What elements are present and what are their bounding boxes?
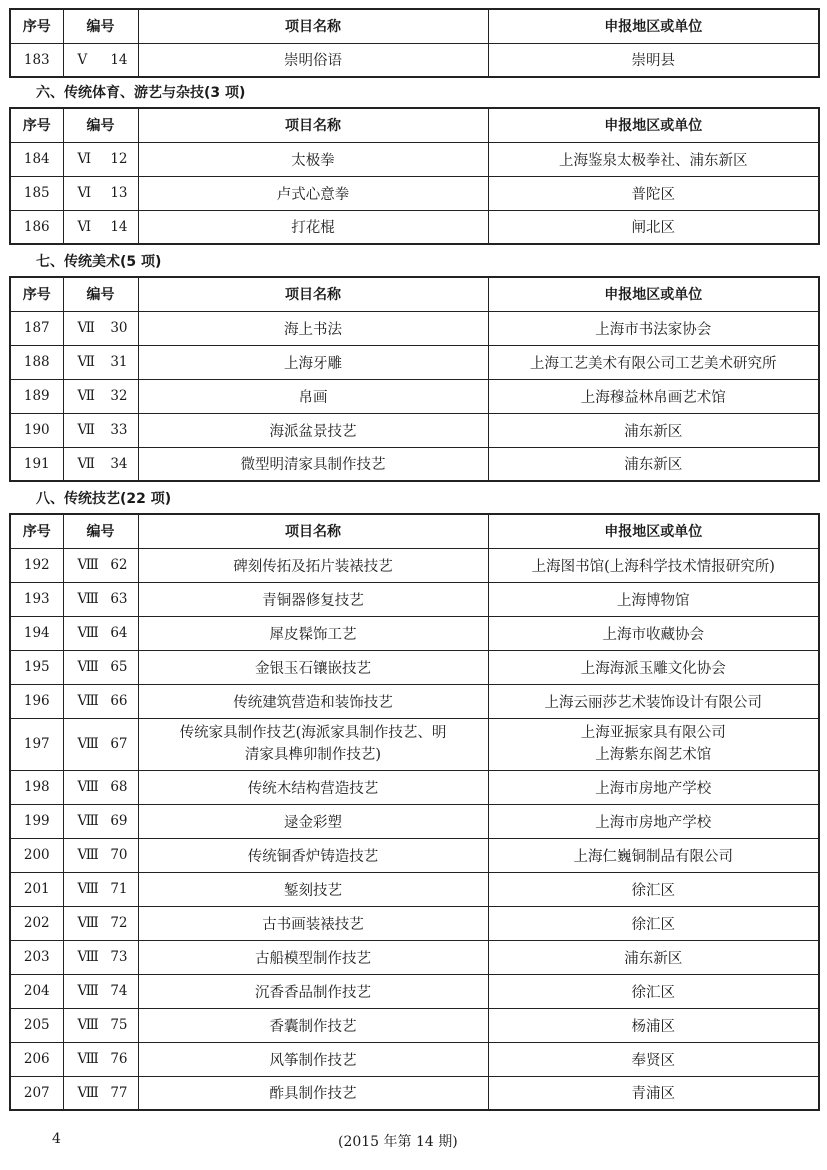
code-num: 71 <box>110 881 128 897</box>
header-seq: 序号 <box>10 9 63 43</box>
table-section-7 <box>9 276 820 482</box>
row-code <box>63 1076 138 1110</box>
table-row <box>10 176 819 210</box>
code-num: 14 <box>110 51 128 68</box>
section-heading-8: 八、传统技艺(22 项) <box>36 491 172 507</box>
row-unit: 上海海派玉雕文化协会 <box>488 650 819 684</box>
row-name: 崇明俗语 <box>138 43 488 77</box>
code-roman: Ⅵ <box>77 185 92 201</box>
code-num: 34 <box>110 455 128 472</box>
row-unit-text: 上海亚振家具有限公司 上海紫东阁艺术馆 <box>580 725 726 763</box>
header-unit: 申报地区或单位 <box>488 277 819 311</box>
row-name: 传统木结构营造技艺 <box>138 770 488 804</box>
row-unit <box>488 718 819 770</box>
code-num: 31 <box>110 354 128 370</box>
code-roman: Ⅶ <box>77 422 95 438</box>
header-name: 项目名称 <box>138 9 488 43</box>
row-code <box>63 142 138 176</box>
row-code <box>63 770 138 804</box>
table-row <box>10 872 819 906</box>
row-name: 沉香香品制作技艺 <box>138 974 488 1008</box>
row-code <box>63 906 138 940</box>
code-roman: Ⅷ <box>77 881 99 897</box>
row-name: 古书画装裱技艺 <box>138 906 488 940</box>
table-row <box>10 379 819 413</box>
table-row <box>10 43 819 77</box>
header-code: 编号 <box>63 108 138 142</box>
code-num: 32 <box>110 388 128 404</box>
code-roman: Ⅵ <box>77 151 92 167</box>
row-unit: 上海云丽莎艺术装饰设计有限公司 <box>488 684 819 718</box>
row-name: 风筝制作技艺 <box>138 1042 488 1076</box>
code-roman: Ⅶ <box>77 388 95 404</box>
row-code <box>63 582 138 616</box>
code-num: 76 <box>110 1051 128 1067</box>
row-code <box>63 345 138 379</box>
table-header <box>10 108 819 142</box>
row-seq: 190 <box>10 413 63 447</box>
code-roman: Ⅷ <box>77 591 99 607</box>
row-code <box>63 548 138 582</box>
code-roman: Ⅷ <box>77 949 99 965</box>
code-roman: Ⅷ <box>77 736 99 752</box>
row-name: 上海牙雕 <box>138 345 488 379</box>
row-code <box>63 176 138 210</box>
row-unit: 普陀区 <box>488 176 819 210</box>
row-name <box>138 718 488 770</box>
table-row <box>10 906 819 940</box>
code-roman: Ⅷ <box>77 847 99 863</box>
row-code <box>63 804 138 838</box>
row-code <box>63 684 138 718</box>
header-code: 编号 <box>63 277 138 311</box>
row-seq: 196 <box>10 684 63 718</box>
row-unit: 徐汇区 <box>488 974 819 1008</box>
row-name: 錾刻技艺 <box>138 872 488 906</box>
row-code <box>63 940 138 974</box>
row-seq: 207 <box>10 1076 63 1110</box>
row-seq: 206 <box>10 1042 63 1076</box>
table-row <box>10 210 819 244</box>
row-name: 海派盆景技艺 <box>138 413 488 447</box>
header-unit: 申报地区或单位 <box>488 514 819 548</box>
row-unit: 徐汇区 <box>488 872 819 906</box>
row-code <box>63 1042 138 1076</box>
issue-label: (2015 年第 14 期) <box>338 1134 458 1150</box>
row-name: 香囊制作技艺 <box>138 1008 488 1042</box>
table-row <box>10 838 819 872</box>
row-name: 青铜器修复技艺 <box>138 582 488 616</box>
row-seq: 192 <box>10 548 63 582</box>
code-roman: Ⅷ <box>77 813 99 829</box>
row-unit: 上海仁巍铜制品有限公司 <box>488 838 819 872</box>
row-seq: 199 <box>10 804 63 838</box>
row-seq: 197 <box>10 718 63 770</box>
table-row <box>10 548 819 582</box>
row-unit: 上海工艺美术有限公司工艺美术研究所 <box>488 345 819 379</box>
table-row <box>10 804 819 838</box>
code-num: 70 <box>110 847 128 863</box>
row-code <box>63 616 138 650</box>
code-roman: Ⅷ <box>77 915 99 931</box>
row-seq: 188 <box>10 345 63 379</box>
header-unit: 申报地区或单位 <box>488 108 819 142</box>
row-unit: 奉贤区 <box>488 1042 819 1076</box>
row-seq: 189 <box>10 379 63 413</box>
code-roman: Ⅶ <box>77 455 95 472</box>
row-name: 碑刻传拓及拓片装裱技艺 <box>138 548 488 582</box>
code-num: 73 <box>110 949 128 965</box>
row-unit: 浦东新区 <box>488 447 819 481</box>
table-header <box>10 514 819 548</box>
row-name: 传统建筑营造和装饰技艺 <box>138 684 488 718</box>
row-name: 酢具制作技艺 <box>138 1076 488 1110</box>
page-number: 4 <box>52 1131 61 1147</box>
code-num: 77 <box>110 1084 128 1101</box>
row-name: 海上书法 <box>138 311 488 345</box>
row-unit: 上海图书馆(上海科学技术情报研究所) <box>488 548 819 582</box>
row-code <box>63 838 138 872</box>
code-roman: Ⅴ <box>77 51 88 68</box>
code-roman: Ⅷ <box>77 779 99 795</box>
row-code <box>63 1008 138 1042</box>
row-seq: 193 <box>10 582 63 616</box>
row-unit: 浦东新区 <box>488 940 819 974</box>
row-code <box>63 43 138 77</box>
code-roman: Ⅷ <box>77 625 99 641</box>
table-row <box>10 345 819 379</box>
row-seq: 205 <box>10 1008 63 1042</box>
row-unit: 上海市房地产学校 <box>488 804 819 838</box>
table-row <box>10 770 819 804</box>
row-unit: 闸北区 <box>488 210 819 244</box>
row-unit: 崇明县 <box>488 43 819 77</box>
table-header <box>10 9 819 43</box>
code-roman: Ⅷ <box>77 1051 99 1067</box>
header-name: 项目名称 <box>138 277 488 311</box>
row-unit: 上海鉴泉太极拳社、浦东新区 <box>488 142 819 176</box>
table-section-6 <box>9 107 820 245</box>
row-code <box>63 650 138 684</box>
code-roman: Ⅷ <box>77 659 99 675</box>
row-name: 金银玉石镶嵌技艺 <box>138 650 488 684</box>
code-roman: Ⅵ <box>77 218 92 235</box>
row-name: 打花棍 <box>138 210 488 244</box>
row-seq: 185 <box>10 176 63 210</box>
row-seq: 204 <box>10 974 63 1008</box>
table-row <box>10 718 819 770</box>
row-name: 逯金彩塑 <box>138 804 488 838</box>
row-seq: 201 <box>10 872 63 906</box>
code-num: 30 <box>110 320 128 336</box>
code-roman: Ⅷ <box>77 983 99 999</box>
table-row <box>10 1076 819 1110</box>
header-code: 编号 <box>63 514 138 548</box>
code-num: 63 <box>110 591 128 607</box>
row-name-text: 传统家具制作技艺(海派家具制作技艺、明清家具榫卯制作技艺) <box>179 725 447 763</box>
code-num: 13 <box>110 185 128 201</box>
code-num: 33 <box>110 422 128 438</box>
row-unit: 上海市房地产学校 <box>488 770 819 804</box>
table-row <box>10 1008 819 1042</box>
table-row <box>10 650 819 684</box>
code-num: 66 <box>110 693 128 709</box>
code-num: 65 <box>110 659 128 675</box>
header-code: 编号 <box>63 9 138 43</box>
row-seq: 198 <box>10 770 63 804</box>
code-roman: Ⅷ <box>77 693 99 709</box>
row-name: 卢式心意拳 <box>138 176 488 210</box>
row-unit: 上海穆益林帛画艺术馆 <box>488 379 819 413</box>
table-header <box>10 277 819 311</box>
table-row <box>10 311 819 345</box>
header-name: 项目名称 <box>138 108 488 142</box>
section-heading-6: 六、传统体育、游艺与杂技(3 项) <box>36 85 246 101</box>
code-num: 14 <box>110 218 128 235</box>
row-seq: 203 <box>10 940 63 974</box>
row-name: 传统铜香炉铸造技艺 <box>138 838 488 872</box>
table-row <box>10 142 819 176</box>
row-seq: 183 <box>10 43 63 77</box>
row-name: 微型明清家具制作技艺 <box>138 447 488 481</box>
row-name: 犀皮髹饰工艺 <box>138 616 488 650</box>
table-row <box>10 974 819 1008</box>
row-unit: 浦东新区 <box>488 413 819 447</box>
code-roman: Ⅷ <box>77 1084 99 1101</box>
row-code <box>63 974 138 1008</box>
row-seq: 202 <box>10 906 63 940</box>
row-name: 古船模型制作技艺 <box>138 940 488 974</box>
code-roman: Ⅶ <box>77 320 95 336</box>
code-num: 67 <box>110 736 128 752</box>
header-seq: 序号 <box>10 277 63 311</box>
header-unit: 申报地区或单位 <box>488 9 819 43</box>
table-row <box>10 684 819 718</box>
code-num: 64 <box>110 625 128 641</box>
header-seq: 序号 <box>10 108 63 142</box>
row-seq: 187 <box>10 311 63 345</box>
code-roman: Ⅶ <box>77 354 95 370</box>
table-row <box>10 413 819 447</box>
row-code <box>63 210 138 244</box>
row-code <box>63 311 138 345</box>
table-row <box>10 1042 819 1076</box>
row-seq: 194 <box>10 616 63 650</box>
row-unit: 上海市收藏协会 <box>488 616 819 650</box>
code-roman: Ⅷ <box>77 557 99 573</box>
row-code <box>63 718 138 770</box>
row-code <box>63 413 138 447</box>
table-row <box>10 940 819 974</box>
header-seq: 序号 <box>10 514 63 548</box>
row-seq: 186 <box>10 210 63 244</box>
header-name: 项目名称 <box>138 514 488 548</box>
table-row <box>10 447 819 481</box>
row-name: 太极拳 <box>138 142 488 176</box>
section-heading-7: 七、传统美术(5 项) <box>36 254 162 270</box>
row-seq: 200 <box>10 838 63 872</box>
code-num: 74 <box>110 983 128 999</box>
code-num: 62 <box>110 557 128 573</box>
row-name: 帛画 <box>138 379 488 413</box>
row-seq: 191 <box>10 447 63 481</box>
row-code <box>63 379 138 413</box>
code-roman: Ⅷ <box>77 1017 99 1033</box>
row-code <box>63 447 138 481</box>
row-code <box>63 872 138 906</box>
code-num: 12 <box>110 151 128 167</box>
code-num: 69 <box>110 813 128 829</box>
code-num: 68 <box>110 779 128 795</box>
table-row <box>10 616 819 650</box>
table-section-8 <box>9 513 820 1111</box>
row-seq: 184 <box>10 142 63 176</box>
row-unit: 上海博物馆 <box>488 582 819 616</box>
code-num: 75 <box>110 1017 128 1033</box>
table-row <box>10 582 819 616</box>
row-seq: 195 <box>10 650 63 684</box>
row-unit: 上海市书法家协会 <box>488 311 819 345</box>
code-num: 72 <box>110 915 128 931</box>
row-unit: 徐汇区 <box>488 906 819 940</box>
row-unit: 青浦区 <box>488 1076 819 1110</box>
row-unit: 杨浦区 <box>488 1008 819 1042</box>
table-continued <box>9 8 820 78</box>
